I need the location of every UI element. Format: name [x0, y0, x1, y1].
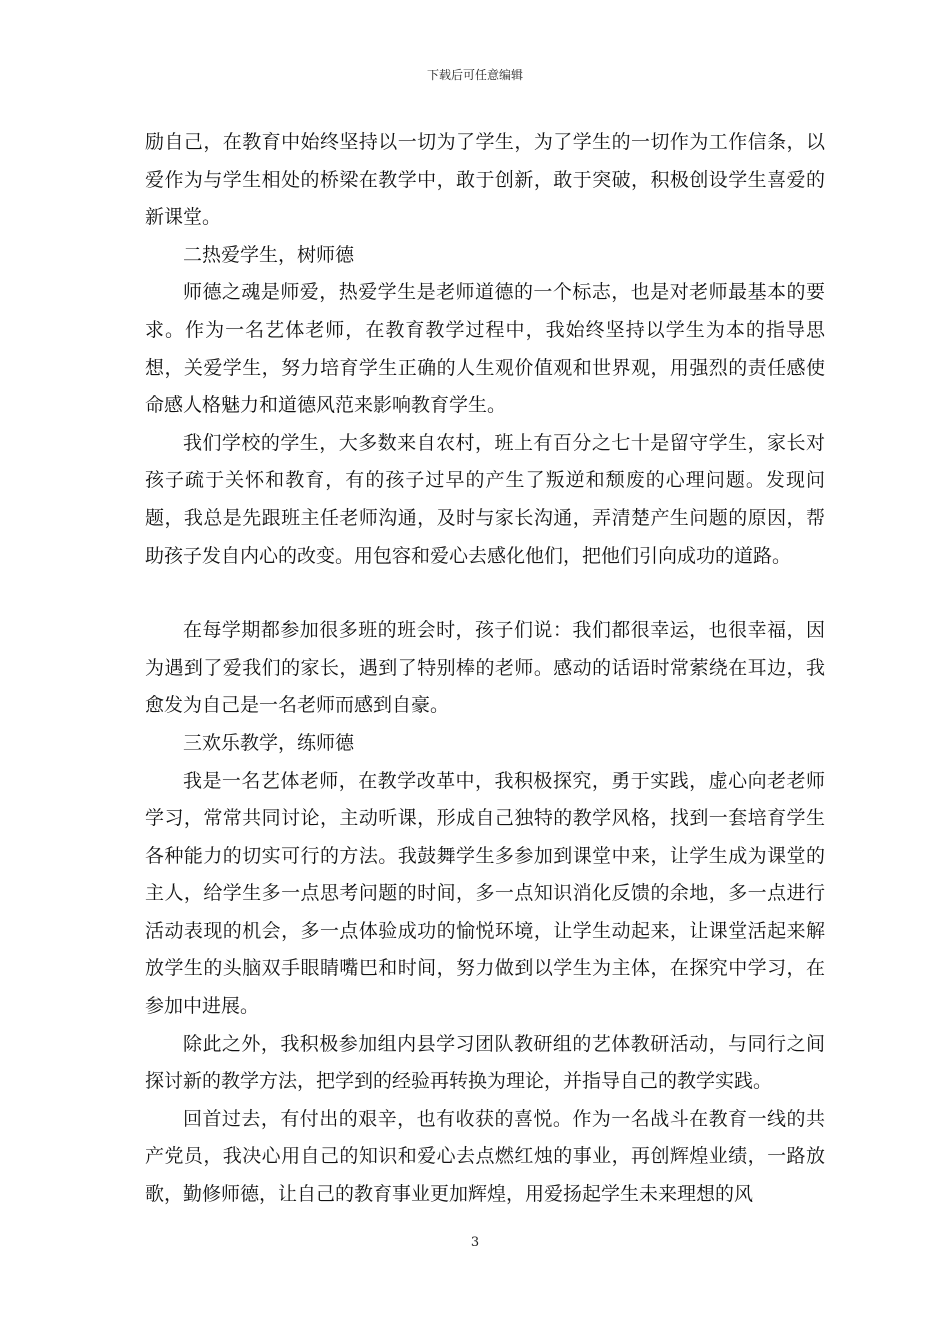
paragraph: 除此之外，我积极参加组内县学习团队教研组的艺体教研活动，与同行之间探讨新的教学方法，把学到的经验再转换为理论，并指导自己的教学实践。	[145, 1032, 825, 1093]
paragraph: 师德之魂是师爱，热爱学生是老师道德的一个标志，也是对老师最基本的要求。作为一名艺体老师，在教育教学过程中，我始终坚持以学生为本的指导思想，关爱学生，努力培育学生正确的人生观价值观和世界观，用强烈的责任感使命感人格魅力和道德风范来影响教育学生。	[145, 281, 825, 417]
page-number: 3	[470, 1235, 480, 1250]
document-body	[145, 124, 825, 1214]
paragraph: 在每学期都参加很多班的班会时，孩子们说：我们都很幸运，也很幸福，因为遇到了爱我们的家长，遇到了特别棒的老师。感动的话语时常萦绕在耳边，我愈发为自己是一名老师而感到自豪。	[145, 619, 825, 717]
page-header: 下载后可任意编辑	[426, 68, 523, 82]
section-heading-3: 三欢乐教学，练师德	[183, 731, 355, 754]
section-heading-2: 二热爱学生，树师德	[183, 243, 355, 266]
paragraph: 我是一名艺体老师，在教学改革中，我积极探究，勇于实践，虚心向老老师学习，常常共同讨论，主动听课，形成自己独特的教学风格，找到一套培育学生各种能力的切实可行的方法。我鼓舞学生多参加到课堂中来，让学生成为课堂的主人，给学生多一点思考问题的时间，多一点知识消化反馈的余地，多一点进行活动表现的机会，多一点体验成功的愉悦环境，让学生动起来，让课堂活起来解放学生的头脑双手眼睛嘴巴和时间，努力做到以学生为主体，在探究中学习，在参加中进展。	[145, 769, 825, 1018]
paragraph: 回首过去，有付出的艰辛，也有收获的喜悦。作为一名战斗在教育一线的共产党员，我决心用自己的知识和爱心去点燃红烛的事业，再创辉煌业绩，一路放歌，勤修师德，让自己的教育事业更加辉煌，用爱扬起学生未来理想的风	[145, 1107, 825, 1206]
paragraph-continuation: 励自己，在教育中始终坚持以一切为了学生，为了学生的一切作为工作信条，以爱作为与学生相处的桥梁在教学中，敢于创新，敢于突破，积极创设学生喜爱的新课堂。	[145, 131, 825, 229]
paragraph: 我们学校的学生，大多数来自农村，班上有百分之七十是留守学生，家长对孩子疏于关怀和教育，有的孩子过早的产生了叛逆和颓废的心理问题。发现问题，我总是先跟班主任老师沟通，及时与家长沟通，弄清楚产生问题的原因，帮助孩子发自内心的改变。用包容和爱心去感化他们，把他们引向成功的道路。	[145, 431, 825, 567]
